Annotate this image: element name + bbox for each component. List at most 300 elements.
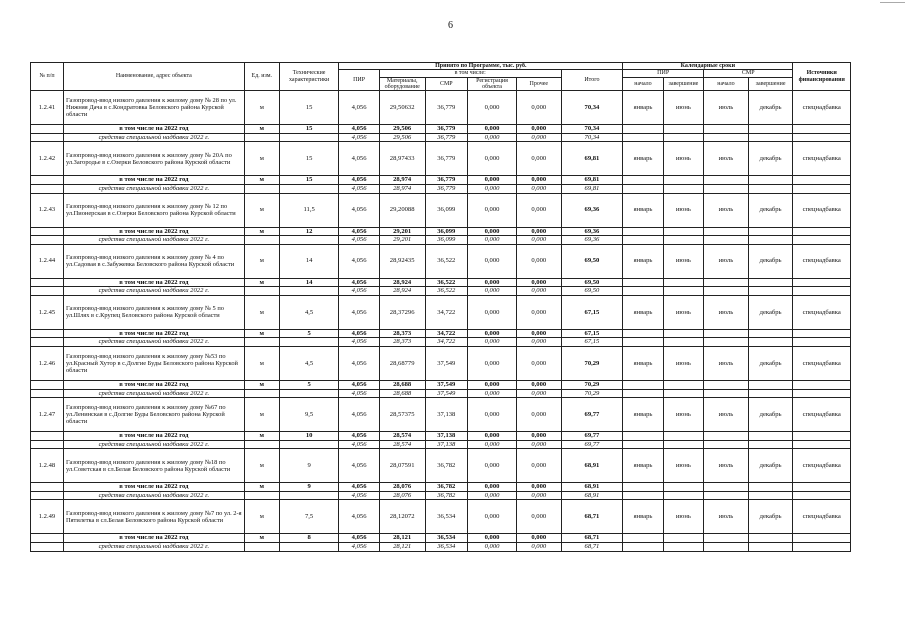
- materials-cell: 29,50632: [379, 91, 425, 125]
- year-2022-unit: м: [244, 380, 279, 389]
- year-2022-label: в том числе на 2022 год: [63, 483, 244, 492]
- top-edge-line: [880, 2, 905, 3]
- other-cell: 0,000: [516, 193, 561, 227]
- pir-start-cell: январь: [623, 91, 663, 125]
- special-surcharge-row: [31, 440, 851, 449]
- smr-end-cell: декабрь: [748, 295, 793, 329]
- smr-start-cell: июль: [704, 346, 749, 380]
- year-2022-unit: м: [244, 432, 279, 441]
- object-name: Газопровод-ввод низкого давления к жилому дому № 4 по ул.Садовая в с.Забужевка Беловского района Курской области: [63, 244, 244, 278]
- unit-cell: м: [244, 500, 279, 534]
- year-2022-materials: 28,924: [379, 278, 425, 287]
- pir-end-cell: июнь: [663, 500, 703, 534]
- special-materials: 28,076: [379, 491, 425, 500]
- total-cell: 70,29: [561, 346, 623, 380]
- object-name: Газопровод-ввод низкого давления к жилому дому № 5 по ул.Шлях в с.Крупец Беловского района Курской области: [63, 295, 244, 329]
- smr-cell: 36,099: [425, 193, 468, 227]
- header-program: Принято по Программе, тыс. руб.: [339, 63, 623, 70]
- special-other: 0,000: [516, 287, 561, 296]
- pir-start-cell: январь: [623, 398, 663, 432]
- smr-cell: 36,779: [425, 142, 468, 176]
- year-2022-row: [31, 176, 851, 185]
- pir-end-cell: июнь: [663, 193, 703, 227]
- year-2022-unit: м: [244, 278, 279, 287]
- year-2022-total: 69,50: [561, 278, 623, 287]
- special-surcharge-row: [31, 491, 851, 500]
- special-pir: 4,056: [339, 389, 379, 398]
- year-2022-row: [31, 329, 851, 338]
- pir-end-cell: июнь: [663, 295, 703, 329]
- special-other: 0,000: [516, 389, 561, 398]
- year-2022-pir: 4,056: [339, 432, 379, 441]
- year-2022-registration: 0,000: [468, 329, 517, 338]
- special-materials: 28,924: [379, 287, 425, 296]
- year-2022-other: 0,000: [516, 125, 561, 134]
- year-2022-tech: 12: [279, 227, 339, 236]
- year-2022-smr: 36,522: [425, 278, 468, 287]
- year-2022-tech: 14: [279, 278, 339, 287]
- special-surcharge-label: средства специальной надбавки 2022 г.: [63, 133, 244, 142]
- special-pir: 4,056: [339, 491, 379, 500]
- year-2022-pir: 4,056: [339, 483, 379, 492]
- special-pir: 4,056: [339, 440, 379, 449]
- materials-cell: 28,07591: [379, 449, 425, 483]
- smr-cell: 36,534: [425, 500, 468, 534]
- registration-cell: 0,000: [468, 295, 517, 329]
- special-registration: 0,000: [468, 184, 517, 193]
- object-name: Газопровод-ввод низкого давления к жилому дому № 20А по ул.Загородье в с.Озерки Беловского района Курской области: [63, 142, 244, 176]
- year-2022-row: [31, 278, 851, 287]
- pir-cell: 4,056: [339, 449, 379, 483]
- special-surcharge-row: [31, 338, 851, 347]
- source-cell: спецнадбавка: [793, 398, 851, 432]
- tech-cell: 7,5: [279, 500, 339, 534]
- year-2022-row: [31, 483, 851, 492]
- pir-cell: 4,056: [339, 500, 379, 534]
- special-smr: 36,779: [425, 133, 468, 142]
- special-pir: 4,056: [339, 287, 379, 296]
- special-pir: 4,056: [339, 133, 379, 142]
- table-row: [31, 193, 851, 227]
- year-2022-tech: 10: [279, 432, 339, 441]
- special-materials: 28,373: [379, 338, 425, 347]
- year-2022-registration: 0,000: [468, 534, 517, 543]
- special-surcharge-row: [31, 287, 851, 296]
- header-registration: Регистрация объекта: [468, 77, 517, 91]
- year-2022-materials: 29,506: [379, 125, 425, 134]
- pir-start-cell: январь: [623, 346, 663, 380]
- year-2022-smr: 37,138: [425, 432, 468, 441]
- table-row: [31, 244, 851, 278]
- special-surcharge-row: [31, 543, 851, 552]
- header-pir-start: начало: [623, 77, 663, 91]
- special-total: 67,15: [561, 338, 623, 347]
- total-cell: 69,36: [561, 193, 623, 227]
- year-2022-pir: 4,056: [339, 534, 379, 543]
- special-surcharge-row: [31, 389, 851, 398]
- year-2022-smr: 34,722: [425, 329, 468, 338]
- header-smr-end: завершение: [748, 77, 793, 91]
- pir-end-cell: июнь: [663, 449, 703, 483]
- year-2022-label: в том числе на 2022 год: [63, 432, 244, 441]
- special-smr: 36,522: [425, 287, 468, 296]
- smr-start-cell: июль: [704, 142, 749, 176]
- special-surcharge-label: средства специальной надбавки 2022 г.: [63, 543, 244, 552]
- special-registration: 0,000: [468, 543, 517, 552]
- year-2022-smr: 36,779: [425, 176, 468, 185]
- year-2022-total: 70,29: [561, 380, 623, 389]
- tech-cell: 9,5: [279, 398, 339, 432]
- pir-start-cell: январь: [623, 193, 663, 227]
- header-cal-pir: ПИР: [623, 70, 704, 77]
- pir-end-cell: июнь: [663, 244, 703, 278]
- header-pir-end: завершение: [663, 77, 703, 91]
- year-2022-pir: 4,056: [339, 227, 379, 236]
- smr-end-cell: декабрь: [748, 398, 793, 432]
- year-2022-registration: 0,000: [468, 380, 517, 389]
- pir-start-cell: январь: [623, 295, 663, 329]
- object-number: 1.2.41: [31, 91, 64, 125]
- year-2022-label: в том числе на 2022 год: [63, 534, 244, 543]
- total-cell: 67,15: [561, 295, 623, 329]
- total-cell: 68,71: [561, 500, 623, 534]
- object-number: 1.2.44: [31, 244, 64, 278]
- program-table: [30, 62, 851, 552]
- unit-cell: м: [244, 142, 279, 176]
- year-2022-pir: 4,056: [339, 278, 379, 287]
- smr-end-cell: декабрь: [748, 449, 793, 483]
- special-surcharge-label: средства специальной надбавки 2022 г.: [63, 338, 244, 347]
- table-row: [31, 91, 851, 125]
- unit-cell: м: [244, 398, 279, 432]
- special-total: 69,81: [561, 184, 623, 193]
- object-name: Газопровод-ввод низкого давления к жилому дому №7 по ул. 2-я Пятилетка в сл.Белая Беловского района Курской области: [63, 500, 244, 534]
- source-cell: спецнадбавка: [793, 142, 851, 176]
- special-smr: 36,779: [425, 184, 468, 193]
- year-2022-row: [31, 125, 851, 134]
- special-materials: 28,574: [379, 440, 425, 449]
- year-2022-row: [31, 227, 851, 236]
- year-2022-unit: м: [244, 329, 279, 338]
- table-row: [31, 346, 851, 380]
- year-2022-unit: м: [244, 534, 279, 543]
- year-2022-smr: 37,549: [425, 380, 468, 389]
- year-2022-smr: 36,099: [425, 227, 468, 236]
- special-pir: 4,056: [339, 543, 379, 552]
- special-surcharge-label: средства специальной надбавки 2022 г.: [63, 184, 244, 193]
- year-2022-materials: 28,076: [379, 483, 425, 492]
- other-cell: 0,000: [516, 398, 561, 432]
- header-other: Прочее: [516, 77, 561, 91]
- tech-cell: 15: [279, 142, 339, 176]
- tech-cell: 9: [279, 449, 339, 483]
- year-2022-other: 0,000: [516, 329, 561, 338]
- special-other: 0,000: [516, 491, 561, 500]
- special-total: 70,34: [561, 133, 623, 142]
- pir-end-cell: июнь: [663, 91, 703, 125]
- registration-cell: 0,000: [468, 346, 517, 380]
- year-2022-tech: 8: [279, 534, 339, 543]
- year-2022-total: 70,34: [561, 125, 623, 134]
- smr-start-cell: июль: [704, 193, 749, 227]
- unit-cell: м: [244, 295, 279, 329]
- total-cell: 70,34: [561, 91, 623, 125]
- unit-cell: м: [244, 449, 279, 483]
- table-row: [31, 449, 851, 483]
- smr-cell: 37,138: [425, 398, 468, 432]
- total-cell: 69,77: [561, 398, 623, 432]
- year-2022-materials: 28,373: [379, 329, 425, 338]
- year-2022-tech: 15: [279, 125, 339, 134]
- pir-cell: 4,056: [339, 91, 379, 125]
- special-materials: 29,506: [379, 133, 425, 142]
- registration-cell: 0,000: [468, 398, 517, 432]
- header-tech: Технические характеристики: [279, 63, 339, 91]
- year-2022-materials: 28,974: [379, 176, 425, 185]
- table-row: [31, 142, 851, 176]
- header-incl: в том числе:: [379, 70, 561, 77]
- year-2022-unit: м: [244, 125, 279, 134]
- source-cell: спецнадбавка: [793, 346, 851, 380]
- special-smr: 36,534: [425, 543, 468, 552]
- special-surcharge-row: [31, 236, 851, 245]
- special-surcharge-label: средства специальной надбавки 2022 г.: [63, 287, 244, 296]
- pir-cell: 4,056: [339, 142, 379, 176]
- object-number: 1.2.45: [31, 295, 64, 329]
- year-2022-tech: 9: [279, 483, 339, 492]
- special-materials: 28,974: [379, 184, 425, 193]
- object-name: Газопровод-ввод низкого давления к жилому дому №53 по ул.Красный Хутор в с.Долгие Буды Беловского района Курской области: [63, 346, 244, 380]
- special-materials: 28,688: [379, 389, 425, 398]
- object-name: Газопровод-ввод низкого давления к жилому дому №67 по ул.Ленинская в с.Долгие Буды Беловского района Курской области: [63, 398, 244, 432]
- pir-start-cell: январь: [623, 449, 663, 483]
- smr-end-cell: декабрь: [748, 244, 793, 278]
- tech-cell: 11,5: [279, 193, 339, 227]
- materials-cell: 28,57375: [379, 398, 425, 432]
- special-other: 0,000: [516, 338, 561, 347]
- year-2022-other: 0,000: [516, 176, 561, 185]
- special-surcharge-label: средства специальной надбавки 2022 г.: [63, 389, 244, 398]
- year-2022-other: 0,000: [516, 380, 561, 389]
- smr-cell: 37,549: [425, 346, 468, 380]
- year-2022-total: 69,81: [561, 176, 623, 185]
- year-2022-unit: м: [244, 227, 279, 236]
- object-name: Газопровод-ввод низкого давления к жилому дому № 28 по ул. Нижняя Дача в с.Кондратовка Беловского района Курской области: [63, 91, 244, 125]
- pir-start-cell: январь: [623, 500, 663, 534]
- smr-end-cell: декабрь: [748, 193, 793, 227]
- pir-start-cell: январь: [623, 244, 663, 278]
- source-cell: спецнадбавка: [793, 193, 851, 227]
- materials-cell: 28,68779: [379, 346, 425, 380]
- special-surcharge-row: [31, 184, 851, 193]
- special-other: 0,000: [516, 133, 561, 142]
- page-number: 6: [448, 20, 453, 31]
- year-2022-registration: 0,000: [468, 483, 517, 492]
- smr-cell: 34,722: [425, 295, 468, 329]
- object-name: Газопровод-ввод низкого давления к жилому дому № 12 по ул.Пионерская в с.Озерки Беловского района Курской области: [63, 193, 244, 227]
- header-calendar: Календарные сроки: [623, 63, 793, 70]
- special-total: 70,29: [561, 389, 623, 398]
- table-row: [31, 500, 851, 534]
- table-row: [31, 398, 851, 432]
- special-registration: 0,000: [468, 133, 517, 142]
- total-cell: 68,91: [561, 449, 623, 483]
- year-2022-other: 0,000: [516, 227, 561, 236]
- source-cell: спецнадбавка: [793, 91, 851, 125]
- smr-end-cell: декабрь: [748, 142, 793, 176]
- special-surcharge-row: [31, 133, 851, 142]
- other-cell: 0,000: [516, 91, 561, 125]
- registration-cell: 0,000: [468, 244, 517, 278]
- smr-start-cell: июль: [704, 91, 749, 125]
- year-2022-materials: 29,201: [379, 227, 425, 236]
- year-2022-total: 67,15: [561, 329, 623, 338]
- year-2022-materials: 28,121: [379, 534, 425, 543]
- special-total: 69,50: [561, 287, 623, 296]
- special-total: 68,91: [561, 491, 623, 500]
- pir-cell: 4,056: [339, 295, 379, 329]
- object-name: Газопровод-ввод низкого давления к жилому дому №18 по ул.Советская в сл.Белая Беловского района Курской области: [63, 449, 244, 483]
- year-2022-label: в том числе на 2022 год: [63, 176, 244, 185]
- object-number: 1.2.49: [31, 500, 64, 534]
- source-cell: спецнадбавка: [793, 500, 851, 534]
- year-2022-unit: м: [244, 176, 279, 185]
- tech-cell: 4,5: [279, 295, 339, 329]
- year-2022-materials: 28,688: [379, 380, 425, 389]
- tech-cell: 4,5: [279, 346, 339, 380]
- year-2022-pir: 4,056: [339, 176, 379, 185]
- year-2022-registration: 0,000: [468, 227, 517, 236]
- object-number: 1.2.47: [31, 398, 64, 432]
- pir-cell: 4,056: [339, 346, 379, 380]
- smr-end-cell: декабрь: [748, 91, 793, 125]
- year-2022-row: [31, 380, 851, 389]
- year-2022-smr: 36,782: [425, 483, 468, 492]
- year-2022-tech: 5: [279, 329, 339, 338]
- special-registration: 0,000: [468, 491, 517, 500]
- year-2022-other: 0,000: [516, 278, 561, 287]
- header-materials: Материалы, оборудование: [379, 77, 425, 91]
- tech-cell: 14: [279, 244, 339, 278]
- pir-end-cell: июнь: [663, 346, 703, 380]
- header-cal-smr: СМР: [704, 70, 793, 77]
- year-2022-smr: 36,534: [425, 534, 468, 543]
- special-surcharge-label: средства специальной надбавки 2022 г.: [63, 440, 244, 449]
- pir-start-cell: январь: [623, 142, 663, 176]
- table-row: [31, 295, 851, 329]
- special-materials: 29,201: [379, 236, 425, 245]
- year-2022-smr: 36,779: [425, 125, 468, 134]
- year-2022-label: в том числе на 2022 год: [63, 125, 244, 134]
- special-smr: 36,782: [425, 491, 468, 500]
- special-smr: 37,549: [425, 389, 468, 398]
- special-total: 69,36: [561, 236, 623, 245]
- header-name: Наименование, адрес объекта: [63, 63, 244, 91]
- special-total: 69,77: [561, 440, 623, 449]
- other-cell: 0,000: [516, 346, 561, 380]
- pir-end-cell: июнь: [663, 398, 703, 432]
- registration-cell: 0,000: [468, 193, 517, 227]
- other-cell: 0,000: [516, 449, 561, 483]
- year-2022-other: 0,000: [516, 483, 561, 492]
- special-materials: 28,121: [379, 543, 425, 552]
- special-smr: 34,722: [425, 338, 468, 347]
- year-2022-row: [31, 432, 851, 441]
- registration-cell: 0,000: [468, 500, 517, 534]
- unit-cell: м: [244, 193, 279, 227]
- unit-cell: м: [244, 91, 279, 125]
- year-2022-label: в том числе на 2022 год: [63, 227, 244, 236]
- smr-end-cell: декабрь: [748, 346, 793, 380]
- object-number: 1.2.46: [31, 346, 64, 380]
- special-pir: 4,056: [339, 236, 379, 245]
- special-registration: 0,000: [468, 287, 517, 296]
- special-surcharge-label: средства специальной надбавки 2022 г.: [63, 491, 244, 500]
- smr-start-cell: июль: [704, 398, 749, 432]
- registration-cell: 0,000: [468, 449, 517, 483]
- year-2022-registration: 0,000: [468, 432, 517, 441]
- year-2022-registration: 0,000: [468, 278, 517, 287]
- year-2022-label: в том числе на 2022 год: [63, 380, 244, 389]
- header-smr-start: начало: [704, 77, 749, 91]
- smr-start-cell: июль: [704, 500, 749, 534]
- header-num: № п/п: [31, 63, 64, 91]
- source-cell: спецнадбавка: [793, 295, 851, 329]
- special-smr: 37,138: [425, 440, 468, 449]
- source-cell: спецнадбавка: [793, 449, 851, 483]
- object-number: 1.2.48: [31, 449, 64, 483]
- special-registration: 0,000: [468, 389, 517, 398]
- year-2022-pir: 4,056: [339, 380, 379, 389]
- special-registration: 0,000: [468, 236, 517, 245]
- materials-cell: 29,20088: [379, 193, 425, 227]
- special-other: 0,000: [516, 184, 561, 193]
- tech-cell: 15: [279, 91, 339, 125]
- materials-cell: 28,12072: [379, 500, 425, 534]
- other-cell: 0,000: [516, 500, 561, 534]
- object-number: 1.2.43: [31, 193, 64, 227]
- object-number: 1.2.42: [31, 142, 64, 176]
- year-2022-registration: 0,000: [468, 125, 517, 134]
- special-registration: 0,000: [468, 440, 517, 449]
- unit-cell: м: [244, 244, 279, 278]
- year-2022-total: 68,91: [561, 483, 623, 492]
- special-pir: 4,056: [339, 338, 379, 347]
- special-other: 0,000: [516, 440, 561, 449]
- special-smr: 36,099: [425, 236, 468, 245]
- year-2022-pir: 4,056: [339, 329, 379, 338]
- special-surcharge-label: средства специальной надбавки 2022 г.: [63, 236, 244, 245]
- pir-cell: 4,056: [339, 193, 379, 227]
- materials-cell: 28,92435: [379, 244, 425, 278]
- year-2022-label: в том числе на 2022 год: [63, 278, 244, 287]
- year-2022-tech: 15: [279, 176, 339, 185]
- pir-cell: 4,056: [339, 244, 379, 278]
- smr-cell: 36,779: [425, 91, 468, 125]
- special-total: 68,71: [561, 543, 623, 552]
- smr-start-cell: июль: [704, 244, 749, 278]
- special-other: 0,000: [516, 236, 561, 245]
- year-2022-total: 68,71: [561, 534, 623, 543]
- total-cell: 69,81: [561, 142, 623, 176]
- header-smr: СМР: [425, 77, 468, 91]
- year-2022-pir: 4,056: [339, 125, 379, 134]
- materials-cell: 28,37296: [379, 295, 425, 329]
- special-registration: 0,000: [468, 338, 517, 347]
- total-cell: 69,50: [561, 244, 623, 278]
- year-2022-total: 69,36: [561, 227, 623, 236]
- smr-cell: 36,782: [425, 449, 468, 483]
